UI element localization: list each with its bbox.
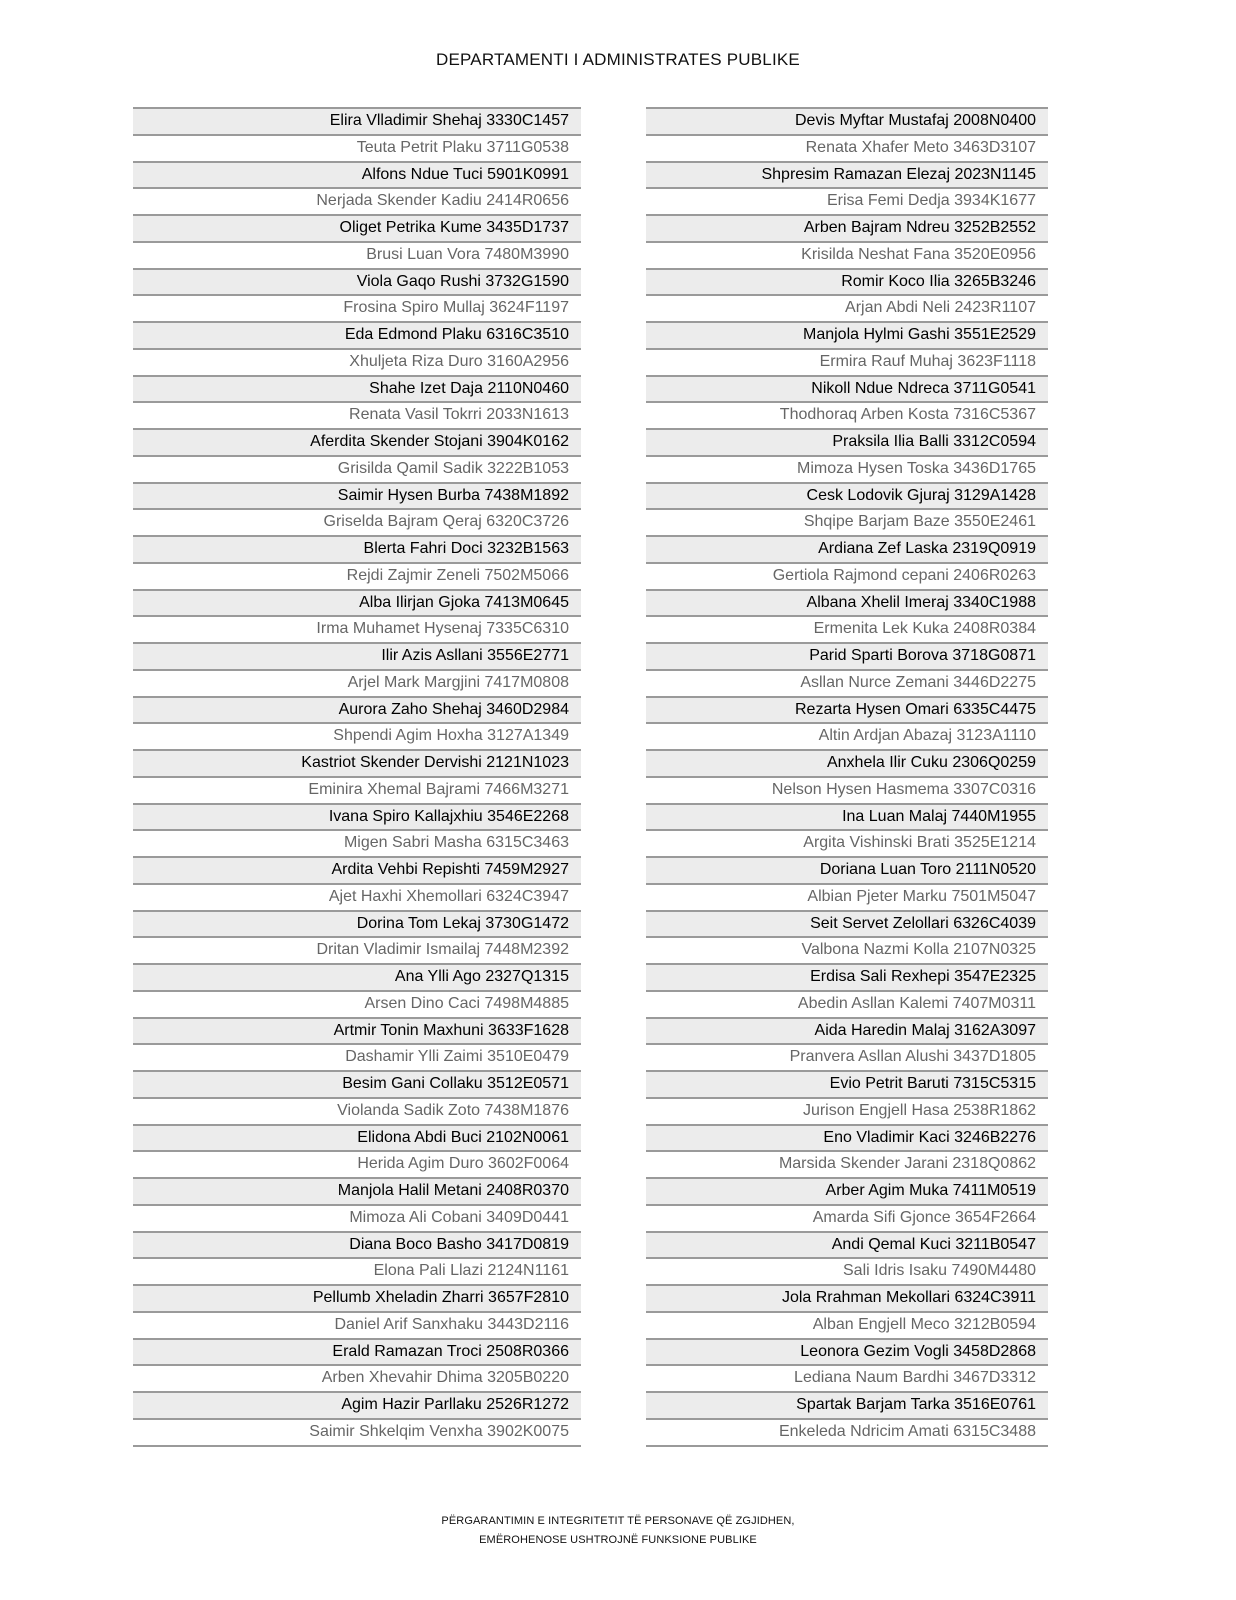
name-entry: Asllan Nurce Zemani 3446D2275 xyxy=(646,669,1048,696)
name-entry: Arben Bajram Ndreu 3252B2552 xyxy=(646,214,1048,241)
name-entry: Jola Rrahman Mekollari 6324C3911 xyxy=(646,1284,1048,1311)
name-entry: Mimoza Hysen Toska 3436D1765 xyxy=(646,455,1048,482)
name-entry: Pellumb Xheladin Zharri 3657F2810 xyxy=(133,1284,581,1311)
name-entry: Nerjada Skender Kadiu 2414R0656 xyxy=(133,187,581,214)
name-entry: Doriana Luan Toro 2111N0520 xyxy=(646,856,1048,883)
name-entry: Jurison Engjell Hasa 2538R1862 xyxy=(646,1097,1048,1124)
name-entry: Devis Myftar Mustafaj 2008N0400 xyxy=(646,107,1048,134)
name-entry: Dorina Tom Lekaj 3730G1472 xyxy=(133,910,581,937)
name-entry: Romir Koco Ilia 3265B3246 xyxy=(646,268,1048,295)
name-entry: Eminira Xhemal Bajrami 7466M3271 xyxy=(133,776,581,803)
name-entry: Ardita Vehbi Repishti 7459M2927 xyxy=(133,856,581,883)
column-bottom-rule xyxy=(133,1445,581,1447)
name-entry: Ana Ylli Ago 2327Q1315 xyxy=(133,963,581,990)
name-entry: Eno Vladimir Kaci 3246B2276 xyxy=(646,1124,1048,1151)
name-entry: Xhuljeta Riza Duro 3160A2956 xyxy=(133,348,581,375)
name-entry: Blerta Fahri Doci 3232B1563 xyxy=(133,535,581,562)
name-entry: Teuta Petrit Plaku 3711G0538 xyxy=(133,134,581,161)
name-entry: Kastriot Skender Dervishi 2121N1023 xyxy=(133,749,581,776)
name-entry: Diana Boco Basho 3417D0819 xyxy=(133,1231,581,1258)
name-entry: Irma Muhamet Hysenaj 7335C6310 xyxy=(133,615,581,642)
name-entry: Arjan Abdi Neli 2423R1107 xyxy=(646,294,1048,321)
name-entry: Leonora Gezim Vogli 3458D2868 xyxy=(646,1338,1048,1365)
name-entry: Shpresim Ramazan Elezaj 2023N1145 xyxy=(646,161,1048,188)
name-entry: Alban Engjell Meco 3212B0594 xyxy=(646,1311,1048,1338)
name-entry: Praksila Ilia Balli 3312C0594 xyxy=(646,428,1048,455)
name-entry: Lediana Naum Bardhi 3467D3312 xyxy=(646,1364,1048,1391)
name-entry: Albian Pjeter Marku 7501M5047 xyxy=(646,883,1048,910)
name-entry: Shqipe Barjam Baze 3550E2461 xyxy=(646,508,1048,535)
name-entry: Gertiola Rajmond cepani 2406R0263 xyxy=(646,562,1048,589)
name-entry: Ina Luan Malaj 7440M1955 xyxy=(646,803,1048,830)
name-entry: Enkeleda Ndricim Amati 6315C3488 xyxy=(646,1418,1048,1445)
name-entry: Saimir Shkelqim Venxha 3902K0075 xyxy=(133,1418,581,1445)
name-entry: Besim Gani Collaku 3512E0571 xyxy=(133,1070,581,1097)
name-entry: Pranvera Asllan Alushi 3437D1805 xyxy=(646,1043,1048,1070)
name-entry: Aferdita Skender Stojani 3904K0162 xyxy=(133,428,581,455)
name-entry: Alba Ilirjan Gjoka 7413M0645 xyxy=(133,589,581,616)
name-entry: Ardiana Zef Laska 2319Q0919 xyxy=(646,535,1048,562)
name-entry: Viola Gaqo Rushi 3732G1590 xyxy=(133,268,581,295)
footer-line-2: EMËROHENOSE USHTROJNË FUNKSIONE PUBLIKE xyxy=(479,1534,757,1546)
name-entry: Thodhoraq Arben Kosta 7316C5367 xyxy=(646,401,1048,428)
name-entry: Ivana Spiro Kallajxhiu 3546E2268 xyxy=(133,803,581,830)
name-entry: Arjel Mark Margjini 7417M0808 xyxy=(133,669,581,696)
name-entry: Rejdi Zajmir Zeneli 7502M5066 xyxy=(133,562,581,589)
name-entry: Eda Edmond Plaku 6316C3510 xyxy=(133,321,581,348)
name-entry: Shahe Izet Daja 2110N0460 xyxy=(133,375,581,402)
name-entry: Abedin Asllan Kalemi 7407M0311 xyxy=(646,990,1048,1017)
footer xyxy=(0,1512,1236,1550)
name-entry: Ermenita Lek Kuka 2408R0384 xyxy=(646,615,1048,642)
name-entry: Migen Sabri Masha 6315C3463 xyxy=(133,829,581,856)
name-entry: Brusi Luan Vora 7480M3990 xyxy=(133,241,581,268)
name-entry: Marsida Skender Jarani 2318Q0862 xyxy=(646,1150,1048,1177)
name-entry: Amarda Sifi Gjonce 3654F2664 xyxy=(646,1204,1048,1231)
name-entry: Andi Qemal Kuci 3211B0547 xyxy=(646,1231,1048,1258)
name-entry: Sali Idris Isaku 7490M4480 xyxy=(646,1257,1048,1284)
name-entry: Renata Vasil Tokrri 2033N1613 xyxy=(133,401,581,428)
name-entry: Aida Haredin Malaj 3162A3097 xyxy=(646,1017,1048,1044)
left-name-column xyxy=(133,107,581,1447)
name-entry: Erald Ramazan Troci 2508R0366 xyxy=(133,1338,581,1365)
name-entry: Oliget Petrika Kume 3435D1737 xyxy=(133,214,581,241)
name-entry: Renata Xhafer Meto 3463D3107 xyxy=(646,134,1048,161)
name-entry: Krisilda Neshat Fana 3520E0956 xyxy=(646,241,1048,268)
name-entry: Ilir Azis Asllani 3556E2771 xyxy=(133,642,581,669)
name-entry: Nelson Hysen Hasmema 3307C0316 xyxy=(646,776,1048,803)
name-entry: Altin Ardjan Abazaj 3123A1110 xyxy=(646,722,1048,749)
name-entry: Arber Agim Muka 7411M0519 xyxy=(646,1177,1048,1204)
name-entry: Mimoza Ali Cobani 3409D0441 xyxy=(133,1204,581,1231)
name-entry: Valbona Nazmi Kolla 2107N0325 xyxy=(646,936,1048,963)
name-entry: Violanda Sadik Zoto 7438M1876 xyxy=(133,1097,581,1124)
name-entry: Griselda Bajram Qeraj 6320C3726 xyxy=(133,508,581,535)
name-entry: Evio Petrit Baruti 7315C5315 xyxy=(646,1070,1048,1097)
name-entry: Herida Agim Duro 3602F0064 xyxy=(133,1150,581,1177)
footer-line-1: PËRGARANTIMIN E INTEGRITETIT TË PERSONAVE QË ZGJIDHEN, xyxy=(441,1515,795,1527)
name-entry: Erdisa Sali Rexhepi 3547E2325 xyxy=(646,963,1048,990)
name-entry: Shpendi Agim Hoxha 3127A1349 xyxy=(133,722,581,749)
name-entry: Agim Hazir Parllaku 2526R1272 xyxy=(133,1391,581,1418)
name-entry: Ermira Rauf Muhaj 3623F1118 xyxy=(646,348,1048,375)
name-entry: Frosina Spiro Mullaj 3624F1197 xyxy=(133,294,581,321)
name-entry: Anxhela Ilir Cuku 2306Q0259 xyxy=(646,749,1048,776)
name-entry: Manjola Halil Metani 2408R0370 xyxy=(133,1177,581,1204)
column-bottom-rule xyxy=(646,1445,1048,1447)
name-entry: Elira Vlladimir Shehaj 3330C1457 xyxy=(133,107,581,134)
name-entry: Dritan Vladimir Ismailaj 7448M2392 xyxy=(133,936,581,963)
page-title: DEPARTAMENTI I ADMINISTRATES PUBLIKE xyxy=(436,50,800,69)
name-entry: Aurora Zaho Shehaj 3460D2984 xyxy=(133,696,581,723)
name-entry: Saimir Hysen Burba 7438M1892 xyxy=(133,482,581,509)
name-entry: Ajet Haxhi Xhemollari 6324C3947 xyxy=(133,883,581,910)
name-entry: Grisilda Qamil Sadik 3222B1053 xyxy=(133,455,581,482)
name-entry: Dashamir Ylli Zaimi 3510E0479 xyxy=(133,1043,581,1070)
name-entry: Erisa Femi Dedja 3934K1677 xyxy=(646,187,1048,214)
name-entry: Albana Xhelil Imeraj 3340C1988 xyxy=(646,589,1048,616)
name-entry: Daniel Arif Sanxhaku 3443D2116 xyxy=(133,1311,581,1338)
name-entry: Arben Xhevahir Dhima 3205B0220 xyxy=(133,1364,581,1391)
name-entry: Rezarta Hysen Omari 6335C4475 xyxy=(646,696,1048,723)
name-entry: Parid Sparti Borova 3718G0871 xyxy=(646,642,1048,669)
right-name-column xyxy=(646,107,1048,1447)
name-entry: Cesk Lodovik Gjuraj 3129A1428 xyxy=(646,482,1048,509)
name-entry: Elona Pali Llazi 2124N1161 xyxy=(133,1257,581,1284)
name-entry: Argita Vishinski Brati 3525E1214 xyxy=(646,829,1048,856)
name-entry: Elidona Abdi Buci 2102N0061 xyxy=(133,1124,581,1151)
name-entry: Arsen Dino Caci 7498M4885 xyxy=(133,990,581,1017)
name-entry: Seit Servet Zelollari 6326C4039 xyxy=(646,910,1048,937)
name-entry: Nikoll Ndue Ndreca 3711G0541 xyxy=(646,375,1048,402)
name-entry: Artmir Tonin Maxhuni 3633F1628 xyxy=(133,1017,581,1044)
name-entry: Spartak Barjam Tarka 3516E0761 xyxy=(646,1391,1048,1418)
name-entry: Manjola Hylmi Gashi 3551E2529 xyxy=(646,321,1048,348)
name-entry: Alfons Ndue Tuci 5901K0991 xyxy=(133,161,581,188)
